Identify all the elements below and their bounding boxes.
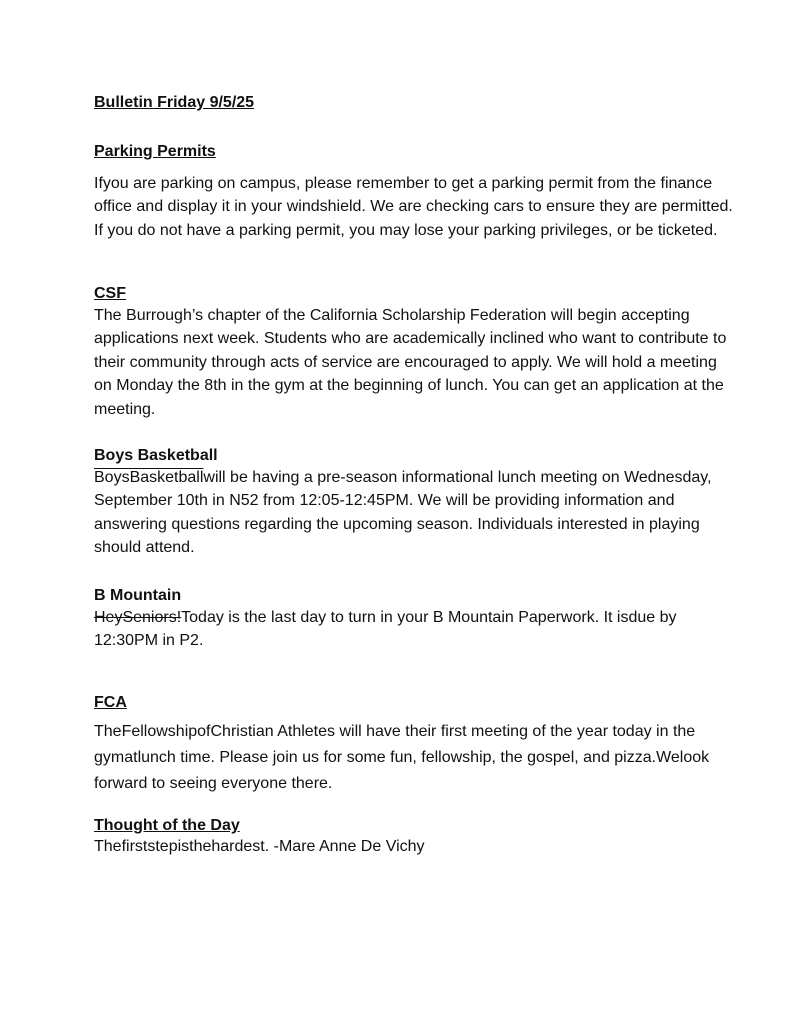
section-thought-of-the-day <box>94 816 734 858</box>
boys-basketball-lead: BoysBasketball <box>94 469 204 486</box>
thought-body: Thefirststepisthehardest. -Mare Anne De Vichy <box>94 838 425 855</box>
section-b-mountain <box>94 586 734 653</box>
boys-basketball-body-paragraph <box>94 466 734 560</box>
b-mountain-heading: B Mountain <box>94 587 182 604</box>
parking-heading: Parking Permits <box>94 143 216 160</box>
section-boys-basketball <box>94 446 734 560</box>
fca-body: TheFellowshipofChristian Athletes will have their first meeting of the year today in the gymatlunch time. Please join us for some fun, fellowship, the gospel, and pizza.Welook forward to seeing everyone there. <box>94 723 710 792</box>
section-csf <box>94 284 734 421</box>
b-mountain-body-paragraph <box>94 606 734 653</box>
section-parking-permits <box>94 142 734 242</box>
fca-heading: FCA <box>94 694 127 711</box>
bulletin-title: Bulletin Friday 9/5/25 <box>94 94 255 111</box>
b-mountain-body: Today is the last day to turn in your B Mountain Paperwork. It isdue by 12:30PM in P2. <box>94 609 677 650</box>
section-fca <box>94 693 734 797</box>
csf-heading: CSF <box>94 285 126 302</box>
boys-basketball-heading: Boys Basketball <box>94 447 218 464</box>
parking-body: Ifyou are parking on campus, please remember to get a parking permit from the finance office and display it in your windshield. We are checking cars to ensure they are permitted. If you do not have a parking permit, you may lose your parking privileges, or be ticketed. <box>94 175 733 239</box>
csf-body: The Burrough’s chapter of the California Scholarship Federation will begin accepting applications next week. Students who are academically inclined who want to contribute to their community through acts of service are encouraged to apply. We will hold a meeting on Monday the 8th in the gym at the beginning of lunch. You can get an application at the meeting. <box>94 307 727 418</box>
boys-basketball-body: will be having a pre-season informational lunch meeting on Wednesday, September 10th in N52 from 12:05-12:45PM. We will be providing information and answering questions regarding the upcoming season. Individuals interested in playing should attend. <box>94 469 712 557</box>
b-mountain-lead: HeySeniors! <box>94 609 182 626</box>
thought-heading: Thought of the Day <box>94 817 240 834</box>
